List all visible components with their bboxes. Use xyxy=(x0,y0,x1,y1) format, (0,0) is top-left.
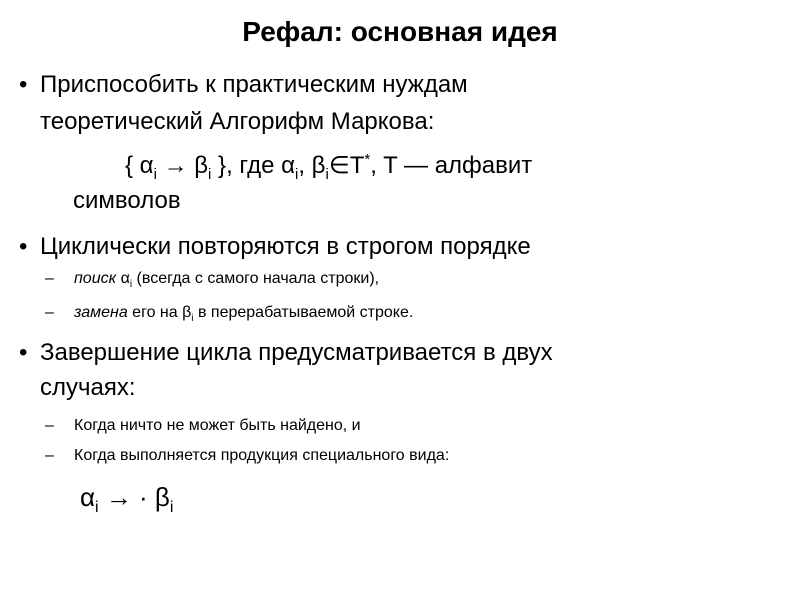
bullet-marker: • xyxy=(19,233,28,260)
dash-marker: – xyxy=(45,270,54,287)
bullet-3-line-1: Завершение цикла предусматривается в двух xyxy=(40,339,553,366)
bullet-3-line-2: случаях: xyxy=(40,374,136,401)
bullet-marker: • xyxy=(19,339,28,366)
markov-formula: { $\alpha_i \to \beta_i$ }, где $\alpha_i$, $\beta_i\in T^*$, T — алфавит xyxy=(125,151,533,183)
bullet-marker: • xyxy=(19,71,28,98)
slide-title: Рефал: основная идея xyxy=(242,16,558,47)
dash-marker: – xyxy=(45,447,54,464)
bullet-2-text: Циклически повторяются в строгом порядке xyxy=(40,233,531,260)
bullet-3-sub-1: Когда ничто не может быть найдено, и xyxy=(74,417,361,434)
bullet-1-line-1: Приспособить к практическим нуждам xyxy=(40,71,468,98)
bullet-2-sub-2: замена его на $\beta_i$ в перерабатываемой строке. xyxy=(74,304,414,325)
dash-marker: – xyxy=(45,304,54,321)
bullet-1-line-2: теоретический Алгорифм Маркова: xyxy=(40,108,435,135)
bullet-2-sub-1: поиск $\alpha_i$ (всегда с самого начала строки), xyxy=(74,270,380,291)
bullet-3-sub-2: Когда выполняется продукция специального вида: xyxy=(74,447,450,464)
bullet-1-line-4: символов xyxy=(73,187,181,214)
dash-marker: – xyxy=(45,417,54,434)
special-production-formula: $\alpha_i$ → · $\beta_i$ xyxy=(80,482,174,517)
